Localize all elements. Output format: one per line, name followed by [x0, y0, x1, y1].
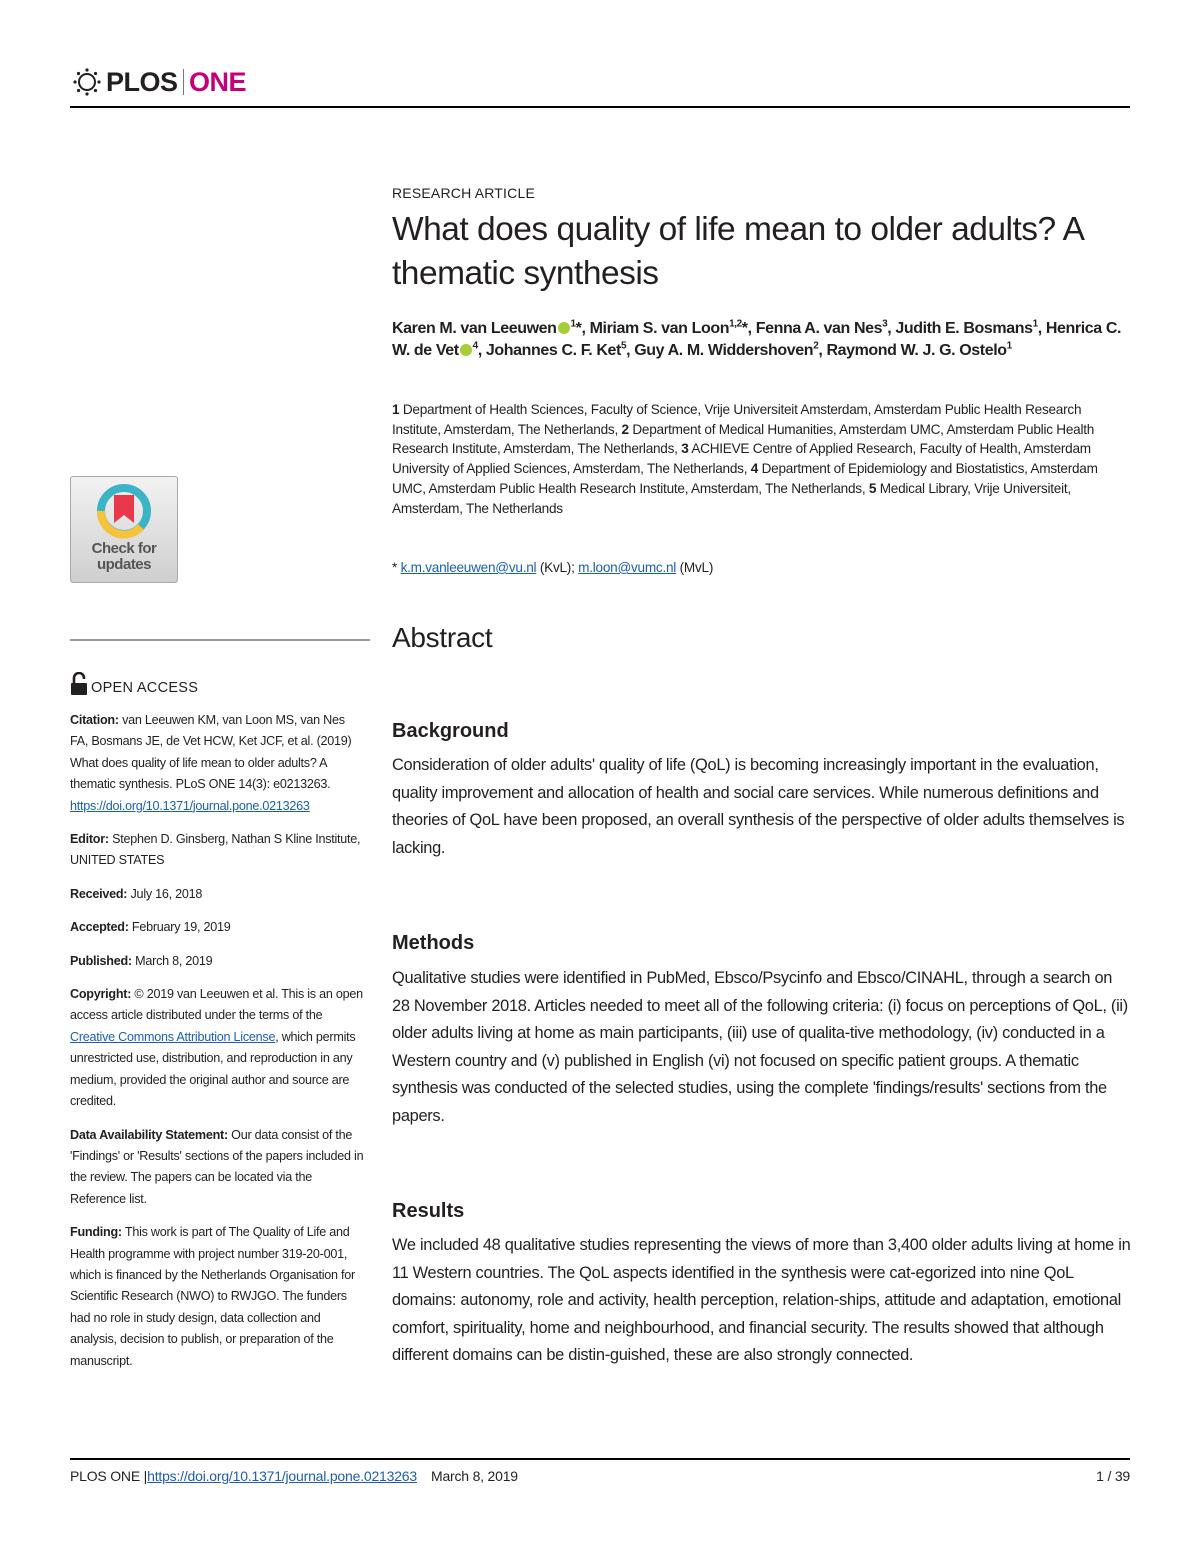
background-text: Consideration of older adults' quality of life (QoL) is becoming increasingly important in the evaluation, quality improvement and allocation of health and social care services. While numerous definitions and theories of QoL have been proposed, an overall synthesis of the perspective of older adults themselves is lacking. [392, 756, 1125, 857]
affiliation-number: 2 [621, 421, 629, 437]
affiliation-text: Department of Epidemiology and Biostatistics, Amsterdam UMC, Amsterdam Public Health Research Institute, Amsterdam, The Netherlands, [392, 461, 1098, 496]
affiliation-text: ACHIEVE Centre of Applied Research, Faculty of Health, Amsterdam University of Applied Sciences, Amsterdam, The Netherlands, [392, 441, 1091, 477]
article-info-sidebar [70, 710, 366, 1384]
corresponding-mark: * [741, 320, 748, 337]
page-number: 1 / 39 [1096, 1468, 1130, 1484]
logo-plos: PLOS [106, 66, 178, 97]
received-date: Received: July 16, 2018 [70, 886, 203, 901]
published-date: Published: March 8, 2019 [70, 953, 213, 968]
crossmark-icon [94, 481, 154, 541]
footer-journal: PLOS ONE | [70, 1468, 148, 1484]
author[interactable]: Guy A. M. Widdershoven [634, 342, 814, 359]
author[interactable]: Karen M. van Leeuwen [392, 320, 557, 337]
open-access-label [70, 672, 198, 696]
affiliation-text: Medical Library, Vrije Universiteit, Amsterdam, The Netherlands [392, 480, 1071, 516]
editor: Editor: Stephen D. Ginsberg, Nathan S Kline Institute, UNITED STATES [70, 832, 361, 868]
author-affiliation-sup: 5 [620, 340, 627, 352]
affiliation-number: 1 [392, 402, 400, 417]
check-for-updates-button[interactable] [70, 476, 178, 583]
open-access-text: OPEN ACCESS [91, 680, 199, 696]
citation-doi-link[interactable]: https://doi.org/10.1371/journal.pone.0213263 [70, 798, 310, 813]
author[interactable]: Henrica C. W. de Vet [392, 320, 1122, 359]
plos-logo-icon [72, 67, 102, 97]
badge-line1: Check for [91, 540, 157, 557]
affiliation-text: Department of Health Sciences, Faculty of Science, Vrije Universiteit Amsterdam, Amsterdam Public Health Research Institute, Amsterdam, The Netherlands, [392, 402, 1082, 437]
methods-text: Qualitative studies were identified in PubMed, Ebsco/Psycinfo and Ebsco/CINAHL, through a search on 28 November 2018. Articles needed to meet all of the following criteria: (i) focus on perceptions of QoL, (ii) older adults living at home as main participants, (iii) use of qualita-tive methodology, (iv) conducted in a Western country and (v) published in English (vi) not focused on specific patient groups. A thematic synthesis was conducted of the selected studies, using the complete 'findings/results' sections from the papers. [392, 969, 1128, 1125]
accepted-date: Accepted: February 19, 2019 [70, 920, 231, 935]
sidebar-divider [70, 639, 370, 641]
author-affiliation-sup: 2 [813, 340, 819, 352]
header-rule [70, 106, 1130, 108]
footer-date: March 8, 2019 [430, 1468, 518, 1484]
author[interactable]: Fenna A. van Nes [755, 320, 883, 337]
page-footer [70, 1468, 1130, 1484]
license-link[interactable]: Creative Commons Attribution License [70, 1029, 276, 1044]
author-affiliation-sup: 1 [1006, 340, 1012, 352]
plos-one-logo [72, 66, 246, 98]
orcid-icon[interactable] [558, 322, 570, 334]
affiliation-number: 5 [868, 480, 877, 496]
email-link-kvl[interactable]: k.m.vanleeuwen@vu.nl [400, 560, 537, 575]
author-affiliation-sup: 4 [472, 340, 478, 352]
author-affiliation-sup: 1 [570, 318, 576, 330]
author[interactable]: Johannes C. F. Ket [485, 342, 621, 359]
corresponding-mark: * [575, 320, 582, 337]
article-title: What does quality of life mean to older adults? A thematic synthesis [392, 211, 1083, 292]
results-text: We included 48 qualitative studies representing the views of more than 3,400 older adults living at home in 11 Western countries. The QoL aspects identified in the synthesis were cat-egorized into nine QoL domains: autonomy, role and activity, health perception, relation-ships, attitude and adaptation, emotional comfort, spirituality, home and neighbourhood, and financial security. The results showed that although different domains can be distin-guished, these are also strongly connected. [392, 1236, 1131, 1365]
author-affiliation-sup: 3 [882, 318, 888, 330]
author[interactable]: Judith E. Bosmans [895, 320, 1033, 337]
affiliation-number: 3 [681, 441, 689, 457]
footer-doi-link[interactable]: https://doi.org/10.1371/journal.pone.0213263 [147, 1468, 417, 1484]
abstract-heading: Abstract [392, 622, 493, 653]
email-link-mvl[interactable]: m.loon@vumc.nl [578, 560, 677, 575]
affiliation-number: 4 [750, 461, 759, 477]
author-list: Karen M. van Leeuwen $^1$*, Miriam S. van Loon$^{1,2}$*, Fenna A. van Nes$^3$, Judith E. Bosmans$^1$, Henrica C. W. de Vet $^4$, Johannes C. F. Ket$^5$, Guy A. M. Widdershoven$^2$, Raymond W. J. G. Ostelo$^1$ [392, 318, 1122, 359]
logo-divider [183, 69, 185, 95]
background-heading: Background [392, 720, 509, 742]
funding: Funding: This work is part of The Quality of Life and Health programme with project number 319-20-001, which is financed by the Netherlands Organisation for Scientific Research (NWO) to RWJGO. The funders had no role in study design, data collection and analysis, decision to publish, or preparation of the manuscript. [70, 1225, 355, 1368]
author[interactable]: Miriam S. van Loon [589, 320, 730, 337]
results-heading: Results [392, 1200, 465, 1222]
badge-line2: updates [96, 556, 151, 573]
author-affiliation-sup: 1,2 [729, 318, 742, 330]
affiliations [392, 400, 1127, 518]
citation: Citation: van Leeuwen KM, van Loon MS, van Nes FA, Bosmans JE, de Vet HCW, Ket JCF, et al. (2019) What does quality of life mean to older adults? A thematic synthesis. PLoS ONE 14(3): e0213263. https://doi.org/10.1371/journal.pone.0213263 [70, 713, 352, 813]
data-availability: Data Availability Statement: Our data consist of the 'Findings' or 'Results' sections of the papers included in the review. The papers can be located via the Reference list. [70, 1127, 364, 1206]
open-lock-icon [70, 672, 88, 696]
footer-rule [70, 1458, 1130, 1460]
article-type: RESEARCH ARTICLE [392, 185, 535, 201]
author[interactable]: Raymond W. J. G. Ostelo [826, 342, 1007, 359]
copyright: Copyright: © 2019 van Leeuwen et al. This is an open access article distributed under the terms of the Creative Commons Attribution License, which permits unrestricted use, distribution, and reproduction in any medium, provided the original author and source are credited. [70, 987, 363, 1109]
author-affiliation-sup: 1 [1032, 318, 1038, 330]
corresponding-authors: * k.m.vanleeuwen@vu.nl (KvL); m.loon@vumc.nl (MvL) [392, 560, 714, 575]
logo-one: ONE [189, 66, 247, 97]
orcid-icon[interactable] [460, 344, 472, 356]
affiliation-text: Department of Medical Humanities, Amsterdam UMC, Amsterdam Public Health Research Institute, Amsterdam, The Netherlands, [392, 421, 1095, 457]
methods-heading: Methods [392, 932, 475, 954]
